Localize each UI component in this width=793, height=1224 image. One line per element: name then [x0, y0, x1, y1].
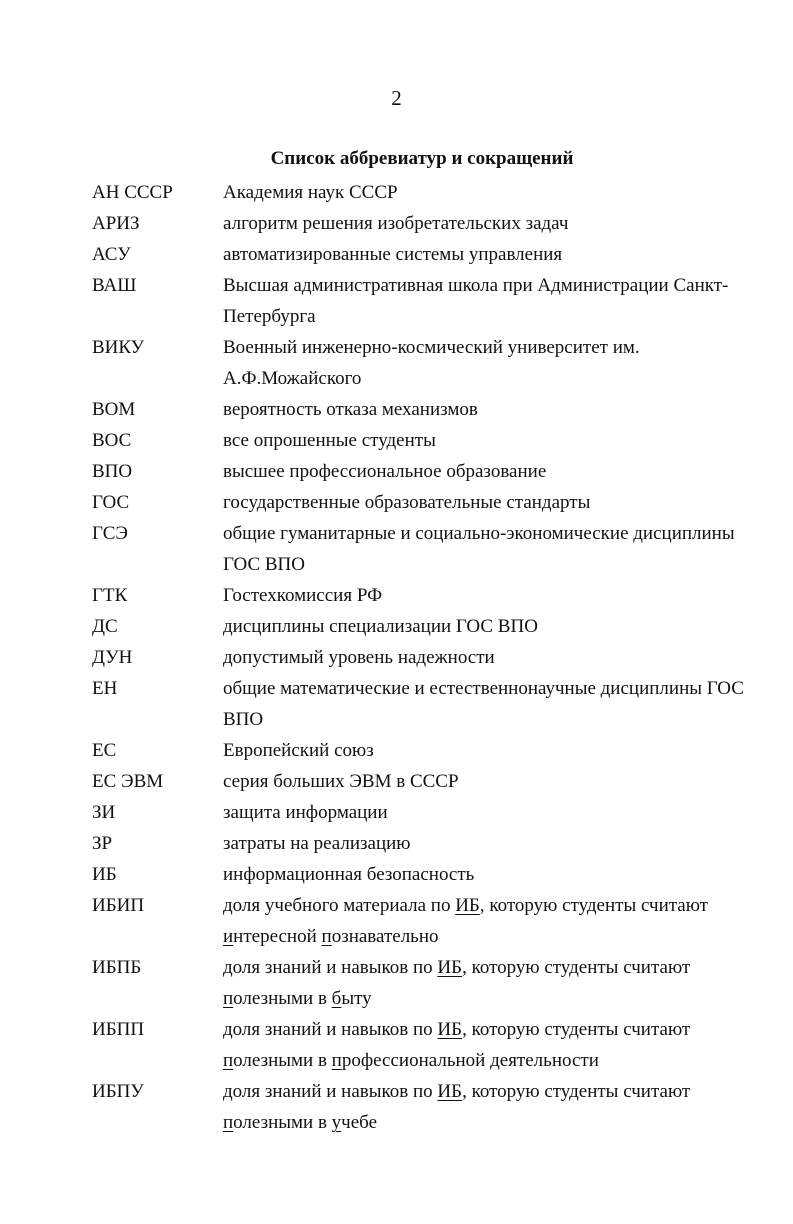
abbreviation-term: ЗР: [92, 833, 113, 854]
definition-line: [223, 1107, 773, 1138]
definition-line: [223, 208, 773, 239]
abbreviation-entry: [0, 1014, 793, 1076]
definition-line: [223, 580, 773, 611]
abbreviation-entry: [0, 766, 793, 797]
definition-text: олезными в: [233, 1112, 332, 1133]
definition-text: алгоритм решения изобретательских задач: [223, 213, 569, 234]
abbreviation-definition: [223, 766, 773, 797]
abbreviation-definition: [223, 1014, 773, 1076]
abbreviation-definition: [223, 456, 773, 487]
definition-text: дисциплины специализации ГОС ВПО: [223, 616, 538, 637]
underlined-text: п: [223, 1112, 234, 1133]
definition-line: [223, 766, 773, 797]
abbreviation-entry: [0, 611, 793, 642]
definition-text: доля знаний и навыков по: [223, 1081, 438, 1102]
definition-line: [223, 1014, 773, 1045]
definition-line: [223, 487, 773, 518]
abbreviation-definition: [223, 394, 773, 425]
abbreviation-definition: [223, 828, 773, 859]
definition-line: [223, 952, 773, 983]
definition-line: [223, 301, 773, 332]
abbreviation-entry: [0, 952, 793, 1014]
definition-line: [223, 1045, 773, 1076]
underlined-text: б: [331, 988, 342, 1009]
definition-text: олезными в: [233, 988, 332, 1009]
abbreviation-term: ДУН: [92, 647, 133, 668]
abbreviation-definition: [223, 673, 773, 735]
abbreviation-entry: [0, 425, 793, 456]
abbreviation-definition: [223, 797, 773, 828]
abbreviation-definition: [223, 611, 773, 642]
definition-text: , которую студенты считают: [462, 1081, 691, 1102]
definition-text: высшее профессиональное образование: [223, 461, 547, 482]
definition-line: [223, 1076, 773, 1107]
definition-line: [223, 921, 773, 952]
definition-line: [223, 828, 773, 859]
underlined-text: у: [331, 1112, 342, 1133]
definition-text: Европейский союз: [223, 740, 374, 761]
abbreviation-definition: [223, 208, 773, 239]
abbreviation-entry: [0, 270, 793, 332]
abbreviation-term: ЕС ЭВМ: [92, 771, 164, 792]
definition-text: , которую студенты считают: [479, 895, 708, 916]
definition-line: [223, 611, 773, 642]
definition-line: [223, 673, 773, 704]
definition-text: ыту: [341, 988, 372, 1009]
definition-line: [223, 239, 773, 270]
underlined-text: ИБ: [455, 895, 480, 916]
underlined-text: п: [321, 926, 332, 947]
abbreviation-term: ЕС: [92, 740, 117, 761]
definition-text: затраты на реализацию: [223, 833, 411, 854]
abbreviation-term: ВАШ: [92, 275, 137, 296]
definition-text: рофессиональной деятельности: [341, 1050, 599, 1071]
definition-line: [223, 735, 773, 766]
definition-text: , которую студенты считают: [462, 957, 691, 978]
definition-text: информационная безопасность: [223, 864, 475, 885]
definition-text: Петербурга: [223, 306, 316, 327]
definition-line: [223, 549, 773, 580]
underlined-text: ИБ: [437, 957, 463, 978]
abbreviation-term: ИБ: [92, 864, 117, 885]
definition-text: , которую студенты считают: [462, 1019, 691, 1040]
definition-line: [223, 890, 773, 921]
abbreviation-term: АН СССР: [92, 182, 173, 203]
abbreviation-entry: [0, 735, 793, 766]
abbreviation-definition: [223, 735, 773, 766]
abbreviation-definition: [223, 270, 773, 332]
definition-text: ГОС ВПО: [223, 554, 306, 575]
definition-text: допустимый уровень надежности: [223, 647, 495, 668]
abbreviation-definition: [223, 177, 773, 208]
abbreviation-definition: [223, 1076, 773, 1138]
definition-line: [223, 270, 773, 301]
abbreviation-entry: [0, 673, 793, 735]
definition-line: [223, 456, 773, 487]
abbreviation-term: ГОС: [92, 492, 130, 513]
abbreviation-term: ДС: [92, 616, 118, 637]
abbreviation-term: ИБПБ: [92, 957, 142, 978]
abbreviation-entry: [0, 580, 793, 611]
definition-text: нтересной: [233, 926, 322, 947]
abbreviation-entry: [0, 797, 793, 828]
definition-line: [223, 859, 773, 890]
abbreviation-term: АРИЗ: [92, 213, 140, 234]
definition-line: [223, 983, 773, 1014]
abbreviation-entry: [0, 1076, 793, 1138]
abbreviation-term: ГТК: [92, 585, 128, 606]
abbreviation-entry: [0, 208, 793, 239]
abbreviation-definition: [223, 239, 773, 270]
underlined-text: ИБ: [437, 1019, 463, 1040]
abbreviation-entry: [0, 487, 793, 518]
definition-text: ВПО: [223, 709, 264, 730]
definition-text: доля знаний и навыков по: [223, 1019, 438, 1040]
definition-text: доля знаний и навыков по: [223, 957, 438, 978]
definition-text: доля учебного материала по: [223, 895, 456, 916]
definition-line: [223, 363, 773, 394]
abbreviation-term: ВПО: [92, 461, 133, 482]
abbreviation-entry: [0, 642, 793, 673]
abbreviation-definition: [223, 642, 773, 673]
abbreviation-term: ВОС: [92, 430, 132, 451]
abbreviation-entry: [0, 890, 793, 952]
abbreviation-term: ВИКУ: [92, 337, 145, 358]
definition-text: общие гуманитарные и социально-экономические дисциплины: [223, 523, 735, 544]
definition-line: [223, 425, 773, 456]
abbreviation-entry: [0, 239, 793, 270]
underlined-text: п: [331, 1050, 342, 1071]
definition-text: Военный инженерно-космический университет им.: [223, 337, 640, 358]
abbreviation-definition: [223, 487, 773, 518]
abbreviation-entry: [0, 332, 793, 394]
abbreviation-term: ЗИ: [92, 802, 116, 823]
abbreviation-definition: [223, 518, 773, 580]
definition-line: [223, 797, 773, 828]
abbreviation-term: ВОМ: [92, 399, 136, 420]
definition-text: чебе: [341, 1112, 378, 1133]
definition-text: А.Ф.Можайского: [223, 368, 362, 389]
abbreviation-term: ИБПУ: [92, 1081, 144, 1102]
underlined-text: п: [223, 988, 234, 1009]
abbreviation-entry: [0, 177, 793, 208]
page-number: 2: [391, 86, 402, 110]
abbreviation-term: ГСЭ: [92, 523, 128, 544]
definition-line: [223, 704, 773, 735]
definition-text: государственные образовательные стандарты: [223, 492, 591, 513]
abbreviation-definition: [223, 332, 773, 394]
abbreviation-definition: [223, 425, 773, 456]
abbreviation-definition: [223, 952, 773, 1014]
underlined-text: и: [223, 926, 234, 947]
definition-line: [223, 642, 773, 673]
abbreviation-entry: [0, 828, 793, 859]
definition-text: вероятность отказа механизмов: [223, 399, 478, 420]
definition-text: общие математические и естественнонаучные дисциплины ГОС: [223, 678, 744, 699]
definition-text: все опрошенные студенты: [223, 430, 436, 451]
definition-line: [223, 518, 773, 549]
definition-line: [223, 177, 773, 208]
definition-text: Гостехкомиссия РФ: [223, 585, 383, 606]
page-title: Список аббревиатур и сокращений: [270, 148, 574, 169]
definition-text: олезными в: [233, 1050, 332, 1071]
abbreviation-definition: [223, 859, 773, 890]
abbreviation-term: ЕН: [92, 678, 118, 699]
abbreviation-entry: [0, 518, 793, 580]
definition-text: ознавательно: [331, 926, 439, 947]
definition-line: [223, 332, 773, 363]
abbreviation-term: ИБИП: [92, 895, 145, 916]
underlined-text: п: [223, 1050, 234, 1071]
abbreviation-list: [0, 177, 793, 1138]
definition-text: автоматизированные системы управления: [223, 244, 563, 265]
underlined-text: ИБ: [437, 1081, 463, 1102]
abbreviation-term: АСУ: [92, 244, 131, 265]
abbreviation-term: ИБПП: [92, 1019, 145, 1040]
definition-text: защита информации: [223, 802, 388, 823]
abbreviation-definition: [223, 580, 773, 611]
definition-text: серия больших ЭВМ в СССР: [223, 771, 459, 792]
abbreviation-definition: [223, 890, 773, 952]
abbreviation-entry: [0, 394, 793, 425]
abbreviation-entry: [0, 456, 793, 487]
abbreviation-entry: [0, 859, 793, 890]
definition-line: [223, 394, 773, 425]
definition-text: Высшая административная школа при Администрации Санкт-: [223, 275, 729, 296]
definition-text: Академия наук СССР: [223, 182, 398, 203]
